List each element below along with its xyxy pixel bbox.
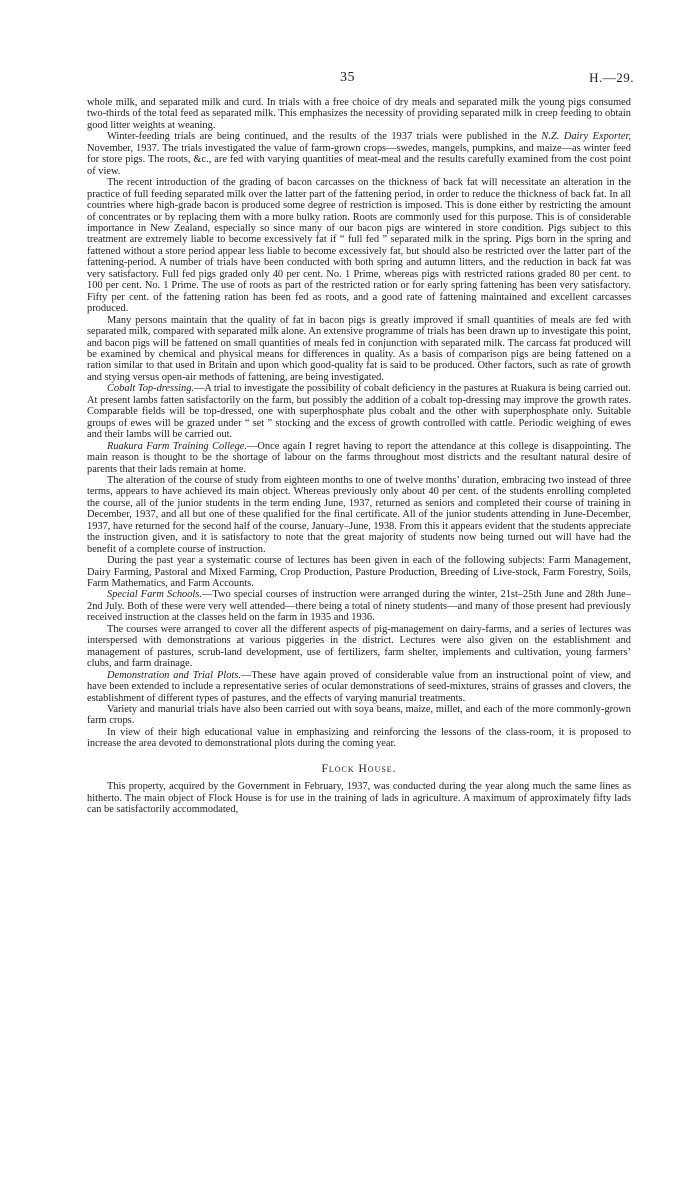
paragraph-demonstration: [87, 670, 631, 704]
paragraph-text: —These have again proved of considerable value from an instructional point of view, and have been extended to include a representative series of ocular demonstrations of seed-mixtures, strains of grasses and clovers, the establishment of different types of pastures, and the effects of varying manurial treatments.: [87, 669, 632, 704]
paragraph-continuation: whole milk, and separated milk and curd. In trials with a free choice of dry meals and separated milk the young pigs consumed two-thirds of the total feed as separated milk. This emphasizes the necessity of providing separated milk in creep feeding to obtain good litter weights at weaning.: [87, 97, 631, 131]
subheading-training-college: Ruakura Farm Training College.: [107, 440, 248, 452]
publication-title: N.Z. Dairy Exporter,: [541, 131, 631, 143]
paragraph-variety-trials: Variety and manurial trials have also been carried out with soya beans, maize, millet, and each of the more commonly-grown farm crops.: [87, 704, 631, 727]
paragraph-text: —Two special courses of instruction were arranged during the winter, 21st–25th June and 28th June–2nd July. Both of these were very well attended—there being a total of ninety students—and many of those present had previously received instruction at the classes held on the farm in 1935 and 1936.: [87, 589, 631, 624]
paragraph-text: —A trial to investigate the possibility of cobalt deficiency in the pastures at Ruakura is being carried out. At present lambs fatten satisfactorily on the farm, but possibly the addition of a cobalt top-dressing may improve the growth rates. Comparable fields will be top-dressed, one with superphosphate plus cobalt and the other with superphosphate only. Suitable groups of ewes will be grazed under “ set ” stocking and the excess of growth controlled with cattle. Periodic weighing of ewes and their lambs will be carried out.: [87, 383, 631, 441]
paragraph-winter-feeding: [87, 131, 631, 177]
section-heading-flock-house: Flock House.: [321, 762, 397, 775]
subheading-special-schools: Special Farm Schools.: [107, 589, 202, 601]
paragraph-educational-value: In view of their high educational value in emphasizing and reinforcing the lessons of the class-room, it is proposed to increase the area devoted to demonstrational plots during the coming year.: [87, 726, 631, 750]
paragraph-course-alteration: The alteration of the course of study from eighteen months to one of twelve months’ duration, embracing two instead of three terms, appears to have achieved its main object. Whereas previously only about 40 per cent. of the students enrolling completed the course, all of the junior students in the term ending June, 1937, returned as seniors and completed their course of training in December, 1937, and all but one of these qualified for the final certificate. All of the junior students attending in June-December, 1937, have returned for the second half of the course, January–June, 1938. From this it appears evident that the students appreciate the instruction given, and it is satisfactory to note that the great majority of students now being turned out will have had the benefit of a complete course of instruction.: [87, 474, 631, 555]
paragraph-training-college: [87, 441, 631, 475]
paragraph-courses: The courses were arranged to cover all the different aspects of pig-management on dairy-farms, and a series of lectures was interspersed with demonstrations at various piggeries in the district. Lectures were also given on the establishment and management of pastures, scrub-land development, use of fertilizers, farm shelter, implements and cultivation, young farmers’ clubs, and farm drainage.: [87, 623, 631, 670]
paragraph-text: Winter-feeding trials are being continued, and the results of the 1937 trials were published in the: [107, 131, 542, 143]
document-reference: H.—29.: [589, 70, 634, 85]
subheading-cobalt: Cobalt Top-dressing.: [107, 383, 194, 395]
paragraph-text: November, 1937. The trials investigated the value of farm-grown crops—swedes, mangels, pumpkins, and maize—as winter feed for store pigs. The roots, &c., are fed with varying quantities of meat-meal and the results carefully examined from the cost point of view.: [87, 142, 631, 177]
page-number: 35: [340, 70, 355, 85]
paragraph-fat-quality: Many persons maintain that the quality of fat in bacon pigs is greatly improved if small quantities of meals are fed with separated milk, compared with separated milk alone. An extensive programme of trials has been drawn up to investigate this point, and bacon pigs will be fattened on small quantities of meals fed in conjunction with separated milk. The carcass fat produced will be examined by chemical and physical means for differences in quality. As a basis of comparison pigs are being fattened on a ration similar to that used in Britain and upon which good-quality fat is said to be produced. Other factors, such as rate of growth and stying versus open-air methods of fattening, are being investigated.: [87, 314, 631, 383]
paragraph-lectures: During the past year a systematic course of lectures has been given in each of the following subjects: Farm Management, Dairy Farming, Pastoral and Mixed Farming, Crop Production, Pasture Production, Breeding of Live-stock, Farm Forestry, Soils, Farm Mathematics, and Farm Accounts.: [87, 555, 631, 590]
paragraph-bacon-grading: The recent introduction of the grading of bacon carcasses on the thickness of back fat will necessitate an alteration in the practice of full feeding separated milk over the latter part of the fattening period, in order to reduce the thickness of back fat. In all countries where high-grade bacon is produced some degree of restriction is imposed. This is done either by restricting the amount of concentrates or by replacing them with a more bulky ration. Roots are commonly used for this purpose. This is of considerable importance in New Zealand, especially so since many of our bacon pigs are wintered in store condition. Pigs subject to this treatment are extremely liable to become excessively fat if “ full fed ” separated milk in the spring. Pigs born in the spring and fattened without a store period appear less liable to become excessively fat, but should also be restricted over the latter part of the fattening-period. A number of trials have been conducted with both spring and autumn litters, and the reduction in back fat was very satisfactory. Full fed pigs graded only 40 per cent. No. 1 Prime, whereas pigs with restricted rations graded 80 per cent. to 100 per cent. No. 1 Prime. The use of roots as part of the restricted ration or for early spring fattening has been very satisfactory. Fifty per cent. of the fattening ration has been fed as roots, and a good rate of fattening maintained and excellent carcasses produced.: [87, 177, 631, 315]
paragraph-special-schools: [87, 589, 631, 623]
paragraph-cobalt: [87, 383, 631, 440]
paragraph-text: —Once again I regret having to report the attendance at this college is disappointing. The main reason is thought to be the shortage of labour on the farms throughout most districts and the resultant natural desire of parents that their lads remain at home.: [87, 440, 631, 475]
paragraph-flock-house: This property, acquired by the Government in February, 1937, was conducted during the year along much the same lines as hitherto. The main object of Flock House is for use in the training of lads in agriculture. A maximum of approximately fifty lads can be satisfactorily accommodated,: [87, 781, 631, 816]
subheading-demonstration: Demonstration and Trial Plots.: [107, 669, 241, 681]
body-text: [87, 97, 631, 816]
